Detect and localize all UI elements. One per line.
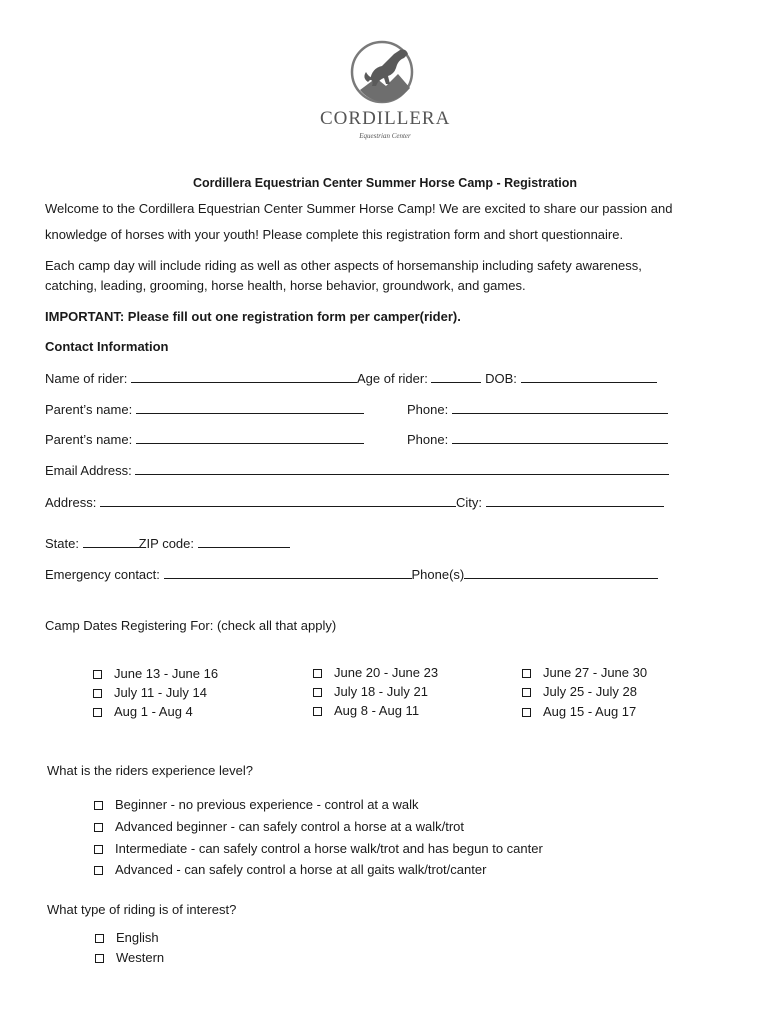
date-label: Aug 15 - Aug 17	[543, 704, 637, 719]
date-label: July 25 - July 28	[543, 684, 637, 699]
rider-name-row	[45, 370, 657, 386]
date-label: July 11 - July 14	[114, 685, 207, 700]
state-zip-row	[45, 535, 290, 551]
date-option[interactable]	[313, 665, 438, 680]
parent2-row	[45, 431, 364, 447]
parent2-label: Parent’s name:	[45, 432, 133, 447]
checkbox[interactable]	[522, 669, 531, 678]
cordillera-logo	[320, 38, 450, 148]
checkbox[interactable]	[94, 801, 103, 810]
email-field[interactable]	[135, 462, 669, 475]
emergency-field[interactable]	[164, 566, 412, 579]
riding-type-option[interactable]	[95, 950, 164, 965]
city-field[interactable]	[486, 494, 664, 507]
experience-label: Intermediate - can safely control a horse walk/trot and has begun to canter	[115, 841, 543, 856]
phone2-label: Phone:	[407, 432, 449, 447]
address-field[interactable]	[100, 494, 456, 507]
parent1-field[interactable]	[136, 401, 364, 414]
emergency-row	[45, 566, 658, 582]
experience-label: Beginner - no previous experience - control at a walk	[115, 797, 419, 812]
checkbox[interactable]	[313, 669, 322, 678]
checkbox[interactable]	[522, 688, 531, 697]
date-option[interactable]	[313, 703, 419, 718]
riding-type-label: Western	[116, 950, 165, 965]
parent1-row	[45, 401, 364, 417]
checkbox[interactable]	[313, 688, 322, 697]
checkbox[interactable]	[93, 670, 102, 679]
checkbox[interactable]	[93, 708, 102, 717]
riding-type-question: What type of riding is of interest?	[47, 902, 237, 917]
important-notice: IMPORTANT: Please fill out one registration form per camper(rider).	[45, 309, 461, 324]
riding-type-option[interactable]	[95, 930, 159, 945]
address-row	[45, 494, 664, 510]
checkbox[interactable]	[313, 707, 322, 716]
date-option[interactable]	[522, 704, 636, 719]
experience-option[interactable]	[94, 819, 464, 834]
checkbox[interactable]	[94, 866, 103, 875]
state-field[interactable]	[83, 535, 139, 548]
age-label: Age of rider:	[357, 371, 428, 386]
address-label: Address:	[45, 495, 97, 510]
page-title: Cordillera Equestrian Center Summer Horse Camp - Registration	[192, 176, 578, 190]
date-option[interactable]	[522, 665, 647, 680]
experience-option[interactable]	[94, 862, 486, 877]
date-option[interactable]	[93, 666, 218, 681]
phone2-field[interactable]	[452, 431, 668, 444]
date-label: June 27 - June 30	[543, 665, 648, 680]
riding-type-label: English	[116, 930, 159, 945]
phone2-row	[407, 431, 668, 447]
horse-logo-icon	[348, 38, 422, 106]
zip-label: ZIP code:	[138, 536, 194, 551]
email-row	[45, 462, 669, 478]
date-label: July 18 - July 21	[334, 684, 428, 699]
date-label: June 13 - June 16	[114, 666, 219, 681]
experience-option[interactable]	[94, 797, 419, 812]
contact-heading: Contact Information	[45, 339, 169, 354]
checkbox[interactable]	[94, 823, 103, 832]
date-option[interactable]	[93, 685, 207, 700]
date-option[interactable]	[93, 704, 193, 719]
state-label: State:	[45, 536, 79, 551]
email-label: Email Address:	[45, 463, 132, 478]
rider-name-label: Name of rider:	[45, 371, 128, 386]
date-label: Aug 8 - Aug 11	[334, 703, 420, 718]
intro-line-4: catching, leading, grooming, horse health, horse behavior, groundwork, and games.	[45, 278, 526, 293]
dob-label: DOB:	[485, 371, 517, 386]
logo-subtitle: Equestrian Center	[359, 132, 411, 140]
experience-label: Advanced - can safely control a horse at all gaits walk/trot/canter	[115, 862, 487, 877]
experience-label: Advanced beginner - can safely control a horse at a walk/trot	[115, 819, 465, 834]
phone1-label: Phone:	[407, 402, 449, 417]
phone1-field[interactable]	[452, 401, 668, 414]
checkbox[interactable]	[93, 689, 102, 698]
camp-dates-label: Camp Dates Registering For: (check all that apply)	[45, 618, 337, 633]
date-label: June 20 - June 23	[334, 665, 439, 680]
intro-line-3: Each camp day will include riding as well as other aspects of horsemanship including safety awareness,	[45, 258, 642, 273]
age-field[interactable]	[431, 370, 481, 383]
rider-name-field[interactable]	[131, 370, 357, 383]
experience-question: What is the riders experience level?	[47, 763, 253, 778]
intro-line-1: Welcome to the Cordillera Equestrian Center Summer Horse Camp! We are excited to share our passion and	[45, 201, 673, 216]
city-label: City:	[455, 495, 482, 510]
phones-field[interactable]	[464, 566, 658, 579]
date-label: Aug 1 - Aug 4	[114, 704, 193, 719]
phone1-row	[407, 401, 668, 417]
date-option[interactable]	[313, 684, 428, 699]
experience-option[interactable]	[94, 841, 543, 856]
zip-field[interactable]	[198, 535, 290, 548]
logo-name: CORDILLERA	[320, 108, 451, 129]
emergency-label: Emergency contact:	[45, 567, 160, 582]
checkbox[interactable]	[94, 845, 103, 854]
phones-label: Phone(s)	[411, 567, 465, 582]
date-option[interactable]	[522, 684, 637, 699]
checkbox[interactable]	[522, 708, 531, 717]
checkbox[interactable]	[95, 934, 104, 943]
parent2-field[interactable]	[136, 431, 364, 444]
parent1-label: Parent’s name:	[45, 402, 133, 417]
dob-field[interactable]	[521, 370, 657, 383]
checkbox[interactable]	[95, 954, 104, 963]
intro-line-2: knowledge of horses with your youth! Please complete this registration form and short questionnaire.	[45, 227, 624, 242]
